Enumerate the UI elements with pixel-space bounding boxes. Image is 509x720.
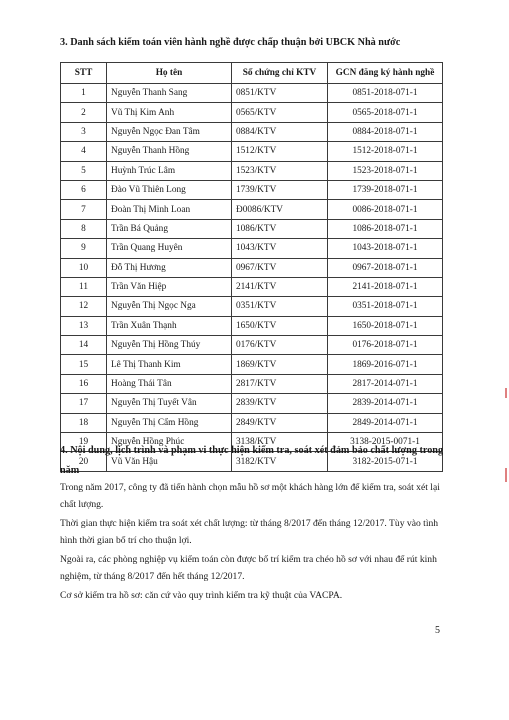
cell-certificate: 3138/KTV [232, 433, 328, 452]
cell-name: Đào Vũ Thiên Long [107, 180, 232, 199]
cell-stt: 11 [61, 277, 107, 296]
table-row [61, 161, 443, 180]
table-row [61, 103, 443, 122]
cell-registration: 0176-2018-071-1 [328, 336, 443, 355]
cell-certificate: 1043/KTV [232, 239, 328, 258]
table-row [61, 258, 443, 277]
cell-certificate: 2141/KTV [232, 277, 328, 296]
auditor-table [60, 62, 443, 472]
cell-stt: 17 [61, 394, 107, 413]
cell-certificate: 1512/KTV [232, 142, 328, 161]
cell-registration: 1043-2018-071-1 [328, 239, 443, 258]
cell-name: Đoàn Thị Minh Loan [107, 200, 232, 219]
margin-mark [505, 468, 507, 482]
cell-registration: 3138-2015-0071-1 [328, 433, 443, 452]
table-row [61, 336, 443, 355]
cell-registration: 1523-2018-071-1 [328, 161, 443, 180]
cell-certificate: 1523/KTV [232, 161, 328, 180]
cell-name: Trần Bá Quảng [107, 219, 232, 238]
paragraph-review-period: Thời gian thực hiện kiểm tra soát xét chất lượng: từ tháng 8/2017 đến tháng 12/2017. Tùy vào tình hình thời gian bố trí cho thuận lợi. [60, 518, 439, 546]
cell-certificate: 1739/KTV [232, 180, 328, 199]
cell-stt: 12 [61, 297, 107, 316]
cell-registration: 2141-2018-071-1 [328, 277, 443, 296]
table-row [61, 374, 443, 393]
cell-name: Trần Quang Huyên [107, 239, 232, 258]
table-row [61, 180, 443, 199]
cell-certificate: 2849/KTV [232, 413, 328, 432]
cell-registration: 1869-2016-071-1 [328, 355, 443, 374]
cell-stt: 9 [61, 239, 107, 258]
table-row [61, 239, 443, 258]
cell-name: Nguyễn Thanh Sang [107, 84, 232, 103]
cell-registration: 1650-2018-071-1 [328, 316, 443, 335]
cell-stt: 4 [61, 142, 107, 161]
table-row [61, 84, 443, 103]
cell-stt: 20 [61, 452, 107, 471]
cell-stt: 8 [61, 219, 107, 238]
table-row [61, 316, 443, 335]
cell-registration: 1739-2018-071-1 [328, 180, 443, 199]
cell-stt: 7 [61, 200, 107, 219]
cell-name: Nguyễn Thanh Hồng [107, 142, 232, 161]
cell-certificate: 2839/KTV [232, 394, 328, 413]
cell-name: Hoàng Thái Tân [107, 374, 232, 393]
header-certificate: Số chứng chỉ KTV [232, 63, 328, 84]
margin-mark [505, 388, 507, 398]
cell-name: Huỳnh Trúc Lâm [107, 161, 232, 180]
cell-registration: 0565-2018-071-1 [328, 103, 443, 122]
cell-registration: 2817-2014-071-1 [328, 374, 443, 393]
cell-certificate: Đ0086/KTV [232, 200, 328, 219]
section-3-heading: 3. Danh sách kiểm toán viên hành nghề được chấp thuận bởi UBCK Nhà nước [60, 37, 401, 48]
cell-stt: 13 [61, 316, 107, 335]
cell-certificate: 0351/KTV [232, 297, 328, 316]
cell-registration: 0851-2018-071-1 [328, 84, 443, 103]
cell-name: Đỗ Thị Hương [107, 258, 232, 277]
auditor-table-body [61, 84, 443, 472]
cell-name: Nguyễn Hồng Phúc [107, 433, 232, 452]
cell-registration: 0884-2018-071-1 [328, 122, 443, 141]
paragraph-basis: Cơ sở kiểm tra hồ sơ: căn cứ vào quy trình kiểm tra kỹ thuật của VACPA. [60, 590, 343, 601]
header-stt: STT [61, 63, 107, 84]
table-row [61, 200, 443, 219]
cell-certificate: 3182/KTV [232, 452, 328, 471]
cell-certificate: 1086/KTV [232, 219, 328, 238]
cell-certificate: 0176/KTV [232, 336, 328, 355]
cell-registration: 2839-2014-071-1 [328, 394, 443, 413]
cell-stt: 6 [61, 180, 107, 199]
section-4-heading: 4. Nội dung, lịch trình và phạm vi thực hiện kiểm tra, soát xét đảm bảo chất lượng trong năm [60, 445, 444, 476]
cell-registration: 1086-2018-071-1 [328, 219, 443, 238]
cell-certificate: 0967/KTV [232, 258, 328, 277]
cell-name: Trần Văn Hiệp [107, 277, 232, 296]
page-number: 5 [435, 625, 440, 636]
cell-name: Nguyễn Thị Cẩm Hồng [107, 413, 232, 432]
paragraph-sample-selection: Trong năm 2017, công ty đã tiến hành chọn mẫu hồ sơ một khách hàng lớn để kiểm tra, soát xét lại chất lượng. [60, 482, 440, 510]
cell-name: Nguyễn Thị Tuyết Vân [107, 394, 232, 413]
header-registration: GCN đăng ký hành nghề [328, 63, 443, 84]
table-row [61, 219, 443, 238]
cell-name: Vũ Thị Kim Anh [107, 103, 232, 122]
cell-stt: 14 [61, 336, 107, 355]
cell-stt: 15 [61, 355, 107, 374]
cell-registration: 2849-2014-071-1 [328, 413, 443, 432]
table-row [61, 413, 443, 432]
cell-certificate: 0565/KTV [232, 103, 328, 122]
table-row [61, 394, 443, 413]
table-row [61, 122, 443, 141]
cell-name: Lê Thị Thanh Kim [107, 355, 232, 374]
cell-name: Vũ Văn Hậu [107, 452, 232, 471]
cell-certificate: 0884/KTV [232, 122, 328, 141]
cell-registration: 3182-2015-071-1 [328, 452, 443, 471]
cell-certificate: 1650/KTV [232, 316, 328, 335]
table-row [61, 277, 443, 296]
cell-stt: 5 [61, 161, 107, 180]
header-name: Họ tên [107, 63, 232, 84]
table-row [61, 142, 443, 161]
cell-registration: 0351-2018-071-1 [328, 297, 443, 316]
cell-name: Nguyễn Ngọc Đan Tâm [107, 122, 232, 141]
cell-certificate: 2817/KTV [232, 374, 328, 393]
cell-stt: 19 [61, 433, 107, 452]
cell-registration: 0086-2018-071-1 [328, 200, 443, 219]
cell-stt: 2 [61, 103, 107, 122]
paragraph-cross-check: Ngoài ra, các phòng nghiệp vụ kiểm toán còn được bố trí kiểm tra chéo hồ sơ với nhau để rút kinh nghiệm, từ tháng 8/2017 đến hết tháng 12/2017. [60, 554, 437, 582]
cell-stt: 1 [61, 84, 107, 103]
cell-registration: 1512-2018-071-1 [328, 142, 443, 161]
table-row [61, 355, 443, 374]
cell-name: Trần Xuân Thạnh [107, 316, 232, 335]
table-row [61, 297, 443, 316]
cell-name: Nguyễn Thị Ngọc Nga [107, 297, 232, 316]
cell-certificate: 0851/KTV [232, 84, 328, 103]
cell-stt: 18 [61, 413, 107, 432]
cell-registration: 0967-2018-071-1 [328, 258, 443, 277]
cell-stt: 10 [61, 258, 107, 277]
cell-stt: 16 [61, 374, 107, 393]
cell-certificate: 1869/KTV [232, 355, 328, 374]
table-header-row [61, 63, 443, 84]
cell-name: Nguyễn Thị Hồng Thúy [107, 336, 232, 355]
cell-stt: 3 [61, 122, 107, 141]
